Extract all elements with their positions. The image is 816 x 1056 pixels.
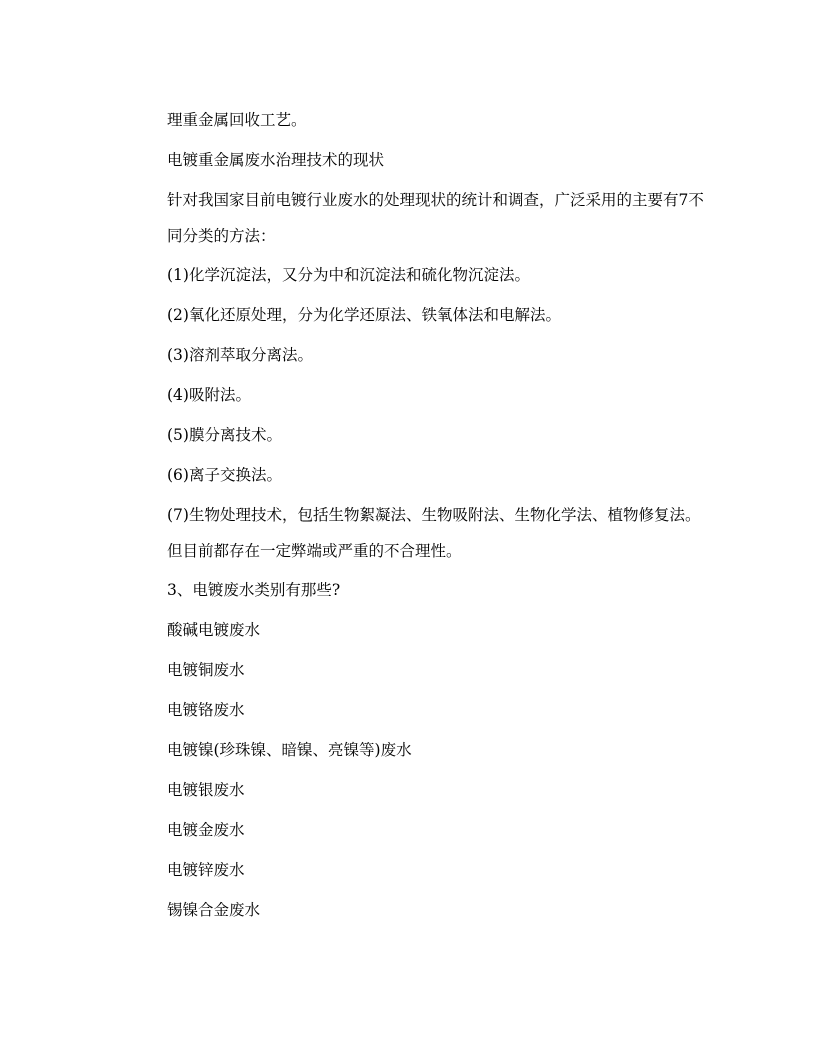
wastewater-type-5: 电镀银废水 — [167, 781, 245, 799]
question-heading: 3、电镀废水类别有那些? — [167, 581, 341, 599]
wastewater-type-1: 酸碱电镀废水 — [167, 621, 261, 639]
list-item-3: (3)溶剂萃取分离法。 — [167, 346, 313, 364]
wastewater-type-6: 电镀金废水 — [167, 821, 245, 839]
wastewater-type-3: 电镀铬废水 — [167, 701, 245, 719]
list-item-6: (6)离子交换法。 — [167, 466, 282, 484]
wastewater-type-8: 锡镍合金废水 — [167, 901, 261, 919]
wastewater-type-7: 电镀锌废水 — [167, 861, 245, 879]
wastewater-type-2: 电镀铜废水 — [167, 661, 245, 679]
list-item-1: (1)化学沉淀法，又分为中和沉淀法和硫化物沉淀法。 — [167, 266, 530, 284]
paragraph-1: 理重金属回收工艺。 — [167, 111, 307, 129]
wastewater-type-4: 电镀镍(珍珠镍、暗镍、亮镍等)废水 — [167, 741, 412, 759]
list-item-2: (2)氧化还原处理，分为化学还原法、铁氧体法和电解法。 — [167, 306, 561, 324]
list-item-4: (4)吸附法。 — [167, 386, 251, 404]
intro-paragraph: 针对我国家目前电镀行业废水的处理现状的统计和调查，广泛采用的主要有7不同分类的方法： — [167, 191, 704, 245]
list-item-5: (5)膜分离技术。 — [167, 426, 282, 444]
section-heading: 电镀重金属废水治理技术的现状 — [167, 151, 385, 169]
list-item-7: (7)生物处理技术，包括生物絮凝法、生物吸附法、生物化学法、植物修复法。但目前都存在一定弊端或严重的不合理性。 — [167, 506, 701, 560]
